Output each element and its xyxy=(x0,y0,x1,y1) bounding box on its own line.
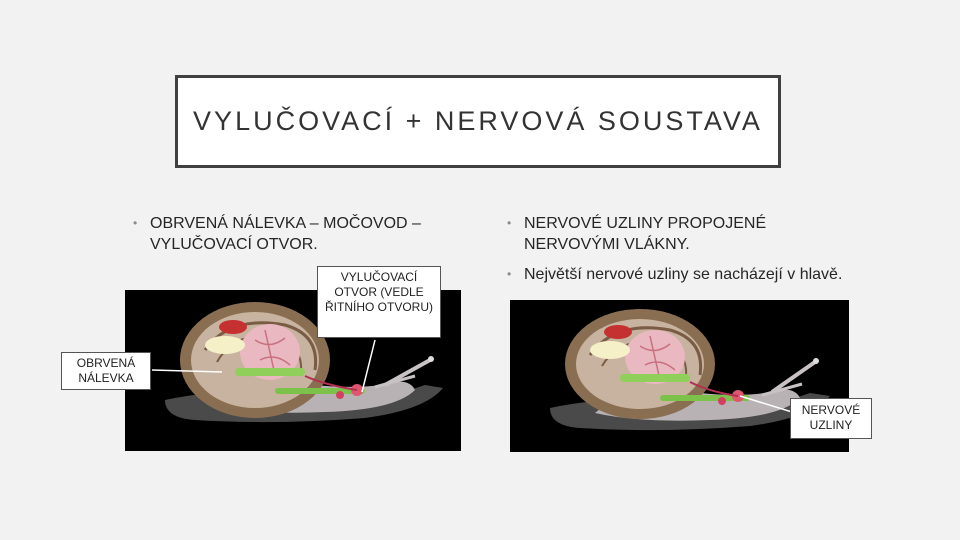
list-item xyxy=(502,213,852,255)
right-bullet-list xyxy=(502,213,852,293)
list-item xyxy=(128,213,458,255)
left-bullet-list xyxy=(128,213,458,263)
bullet-text: NERVOVÉ UZLINY PROPOJENÉ NERVOVÝMI VLÁKNY. xyxy=(524,215,767,253)
slide-title: VYLUČOVACÍ + NERVOVÁ SOUSTAVA xyxy=(193,106,763,136)
callout-excretory-opening: VYLUČOVACÍ OTVOR (VEDLE ŘITNÍHO OTVORU) xyxy=(317,266,441,338)
bullet-text: OBRVENÁ NÁLEVKA – MOČOVOD – VYLUČOVACÍ OTVOR. xyxy=(150,215,421,253)
title-box xyxy=(175,75,781,168)
callout-nerve-ganglia: NERVOVÉ UZLINY xyxy=(790,398,872,439)
callout-ciliated-funnel: OBRVENÁ NÁLEVKA xyxy=(61,352,151,390)
bullet-text: Největší nervové uzliny se nacházejí v hlavě. xyxy=(524,266,843,283)
bullet-icon: • xyxy=(133,216,138,230)
list-item xyxy=(502,264,852,285)
bullet-icon: • xyxy=(507,267,512,281)
bullet-icon: • xyxy=(507,216,512,230)
